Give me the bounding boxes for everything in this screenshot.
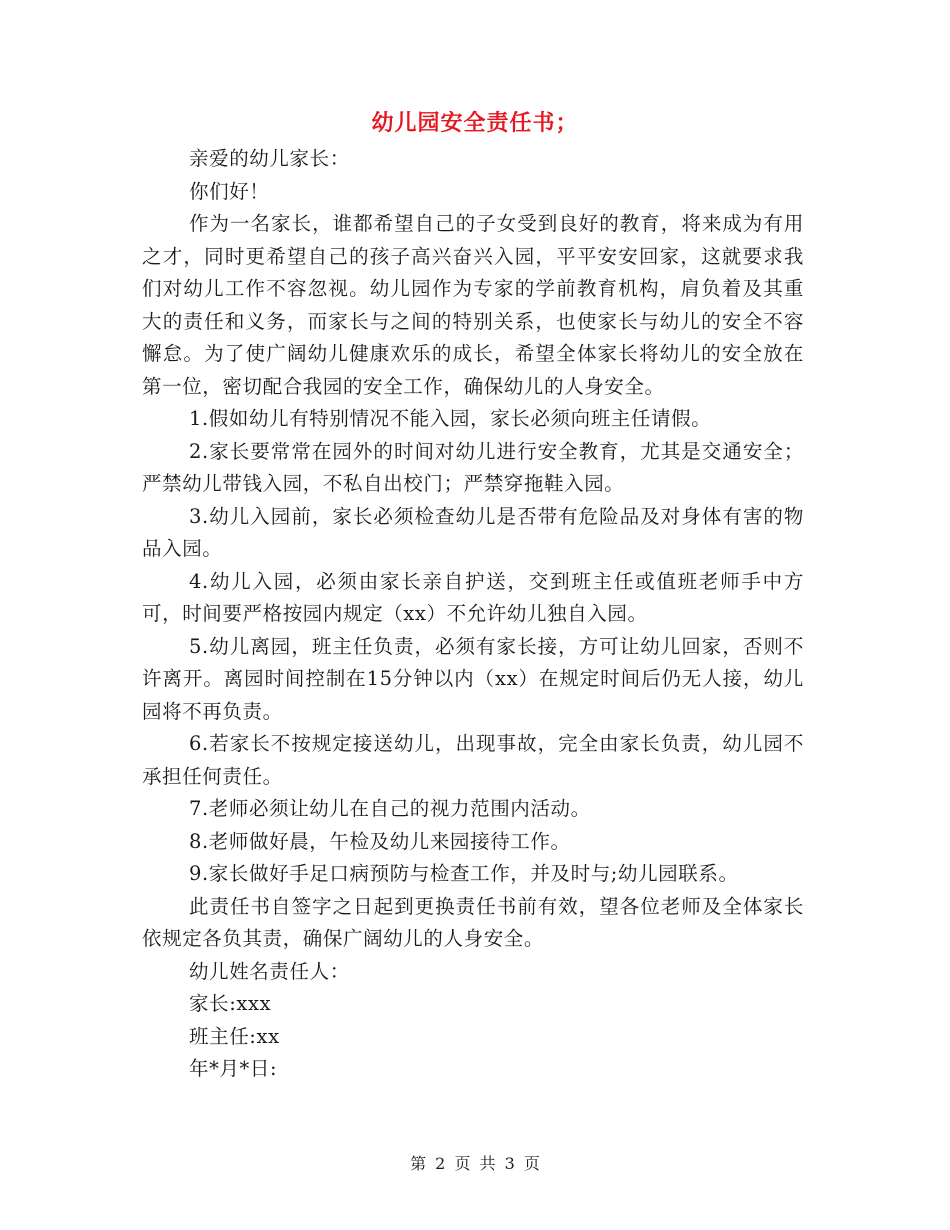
document-title: 幼儿园安全责任书； bbox=[371, 111, 579, 136]
greeting: 你们好！ bbox=[189, 179, 270, 203]
intro-paragraph: 作为一名家长，谁都希望自己的子女受到良好的教育，将来成为有用之才，同时更希望自己的孩子高兴奋兴入园，平平安安回家，这就要求我们对幼儿工作不容忽视。幼儿园作为专家的学前教育机构，肩负着及其重大的责任和义务，而家长与之间的特别关系，也使家长与幼儿的安全不容懈怠。为了使广阔幼儿健康欢乐的成长，希望全体家长将幼儿的安全放在第一位，密切配合我园的安全工作，确保幼儿的人身安全。 bbox=[142, 212, 804, 398]
salutation: 亲爱的幼儿家长： bbox=[189, 147, 350, 170]
rule-item-1: 1.假如幼儿有特别情况不能入园，家长必须向班主任请假。 bbox=[189, 407, 712, 430]
document-body bbox=[142, 143, 804, 1086]
signature-date: 年*月*日: bbox=[189, 1057, 278, 1080]
rule-item-2: 2.家长要常常在园外的时间对幼儿进行安全教育，尤其是交通安全；严禁幼儿带钱入园，不私自出校门；严禁穿拖鞋入园。 bbox=[142, 439, 804, 495]
rule-item-3: 3.幼儿入园前，家长必须检查幼儿是否带有危险品及对身体有害的物品入园。 bbox=[142, 504, 804, 560]
rule-item-9: 9.家长做好手足口病预防与检查工作，并及时与;幼儿园联系。 bbox=[189, 862, 739, 885]
rule-item-8: 8.老师做好晨，午检及幼儿来园接待工作。 bbox=[189, 829, 571, 853]
signature-teacher: 班主任:xx bbox=[189, 1024, 280, 1048]
page-number-footer: 第 2 页 共 3 页 bbox=[410, 1154, 540, 1173]
signature-parent: 家长:xxx bbox=[189, 992, 272, 1015]
signature-child-name: 幼儿姓名责任人： bbox=[189, 959, 350, 983]
rule-item-5: 5.幼儿离园，班主任负责，必须有家长接，方可让幼儿回家，否则不许离开。离园时间控制在15分钟以内（xx）在规定时间后仍无人接，幼儿园将不再负责。 bbox=[142, 634, 804, 723]
closing-paragraph: 此责任书自签字之日起到更换责任书前有效，望各位老师及全体家长依规定各负其责，确保广阔幼儿的人身安全。 bbox=[142, 894, 804, 950]
rule-item-4: 4.幼儿入园，必须由家长亲自护送，交到班主任或值班老师手中方可，时间要严格按园内规定（xx）不允许幼儿独自入园。 bbox=[142, 569, 804, 625]
rule-item-6: 6.若家长不按规定接送幼儿，出现事故，完全由家长负责，幼儿园不承担任何责任。 bbox=[142, 732, 804, 788]
rule-item-7: 7.老师必须让幼儿在自己的视力范围内活动。 bbox=[189, 797, 591, 820]
